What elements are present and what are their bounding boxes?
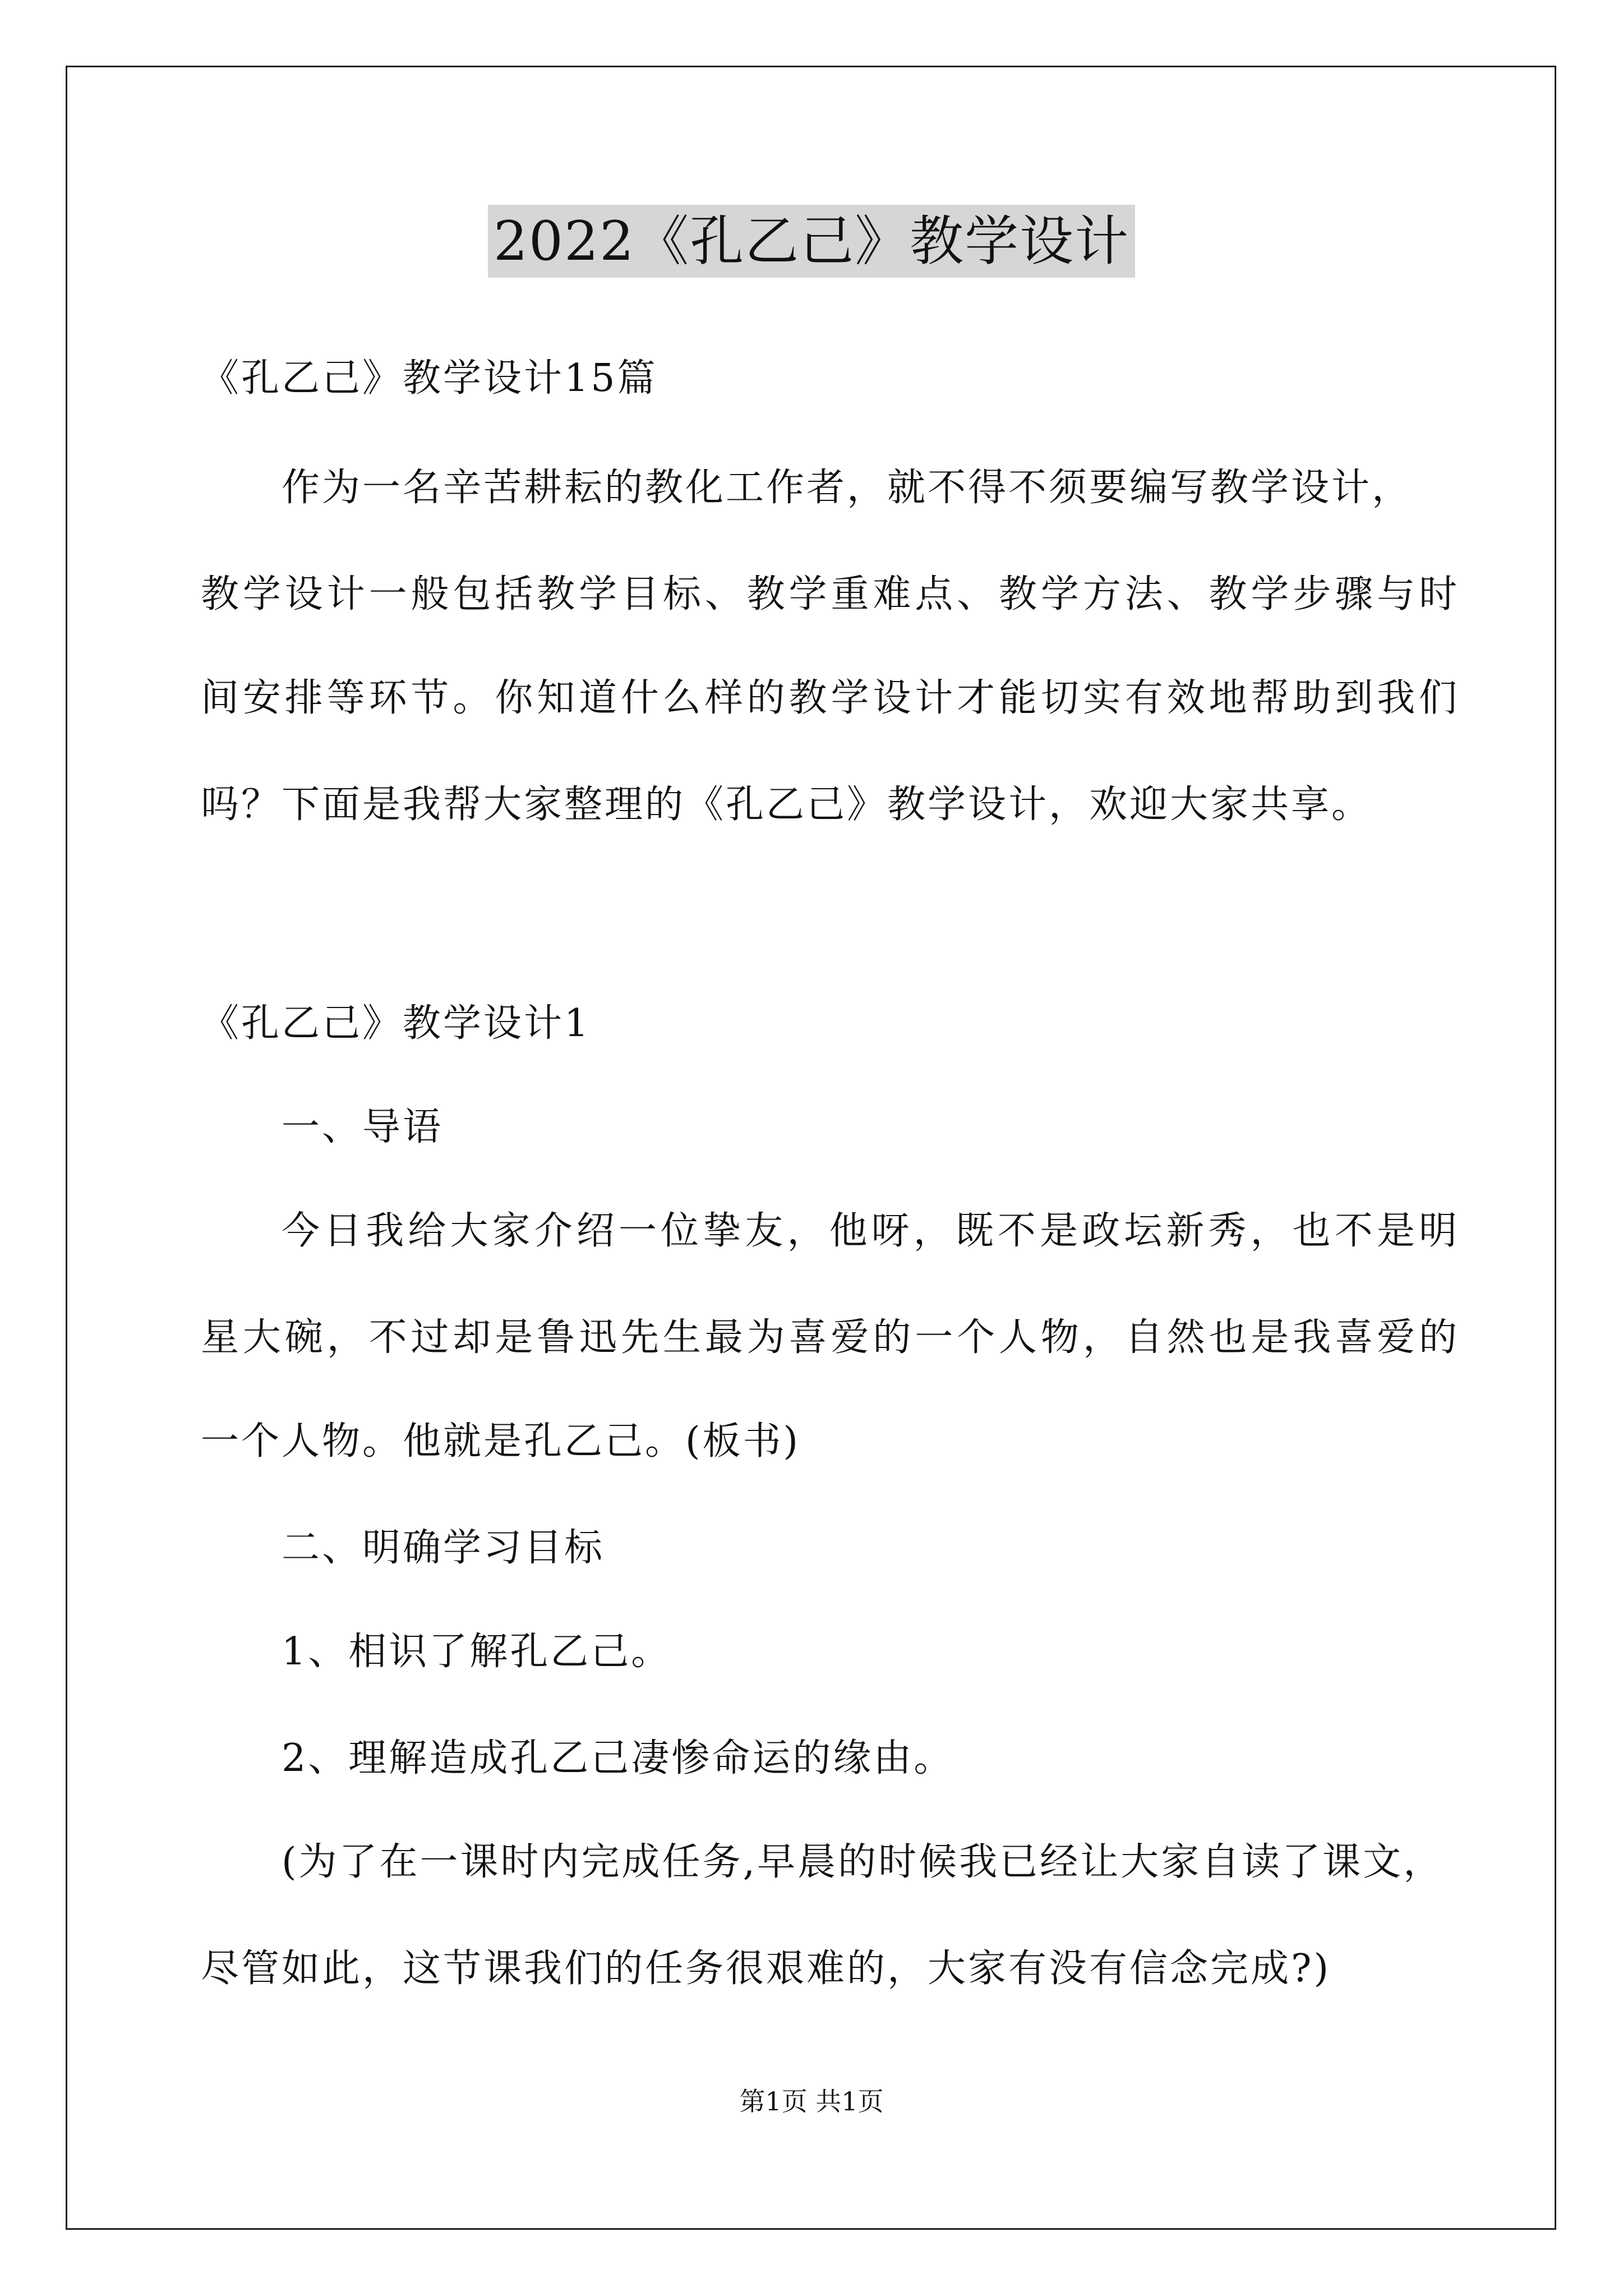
intro-line-2: 教学设计一般包括教学目标、教学重难点、教学方法、教学步骤与时 [201,572,1457,616]
goal-2: 2、理解造成孔乙己凄惨命运的缘由。 [282,1736,955,1780]
part-1-title: 一、导语 [282,1105,444,1149]
part-2-title: 二、明确学习目标 [282,1526,605,1570]
section-heading: 《孔乙己》教学设计1 [201,1001,591,1046]
part-1-line-2: 星大碗，不过却是鲁迅先生最为喜爱的一个人物，自然也是我喜爱的 [201,1315,1457,1360]
intro-line-1: 作为一名辛苦耕耘的教化工作者，就不得不须要编写教学设计， [282,466,1413,510]
goal-1: 1、相识了解孔乙己。 [282,1630,672,1674]
part-1-line-1: 今日我给大家介绍一位挚友，他呀，既不是政坛新秀，也不是明 [282,1209,1457,1253]
intro-line-4: 吗？下面是我帮大家整理的《孔乙己》教学设计，欢迎大家共享。 [201,783,1372,827]
page-footer: 第1页 共1页 [739,2086,884,2116]
subtitle: 《孔乙己》教学设计15篇 [201,356,658,401]
note-line-2: 尽管如此，这节课我们的任务很艰难的，大家有没有信念完成?) [201,1947,1331,1991]
intro-line-3: 间安排等环节。你知道什么样的教学设计才能切实有效地帮助到我们 [201,676,1457,720]
note-line-1: (为了在一课时内完成任务,早晨的时候我已经让大家自读了课文， [282,1840,1444,1884]
document-title-text: 2022《孔乙己》教学设计 [488,205,1135,278]
part-1-line-3: 一个人物。他就是孔乙己。(板书) [201,1419,801,1464]
document-title [0,205,1623,278]
